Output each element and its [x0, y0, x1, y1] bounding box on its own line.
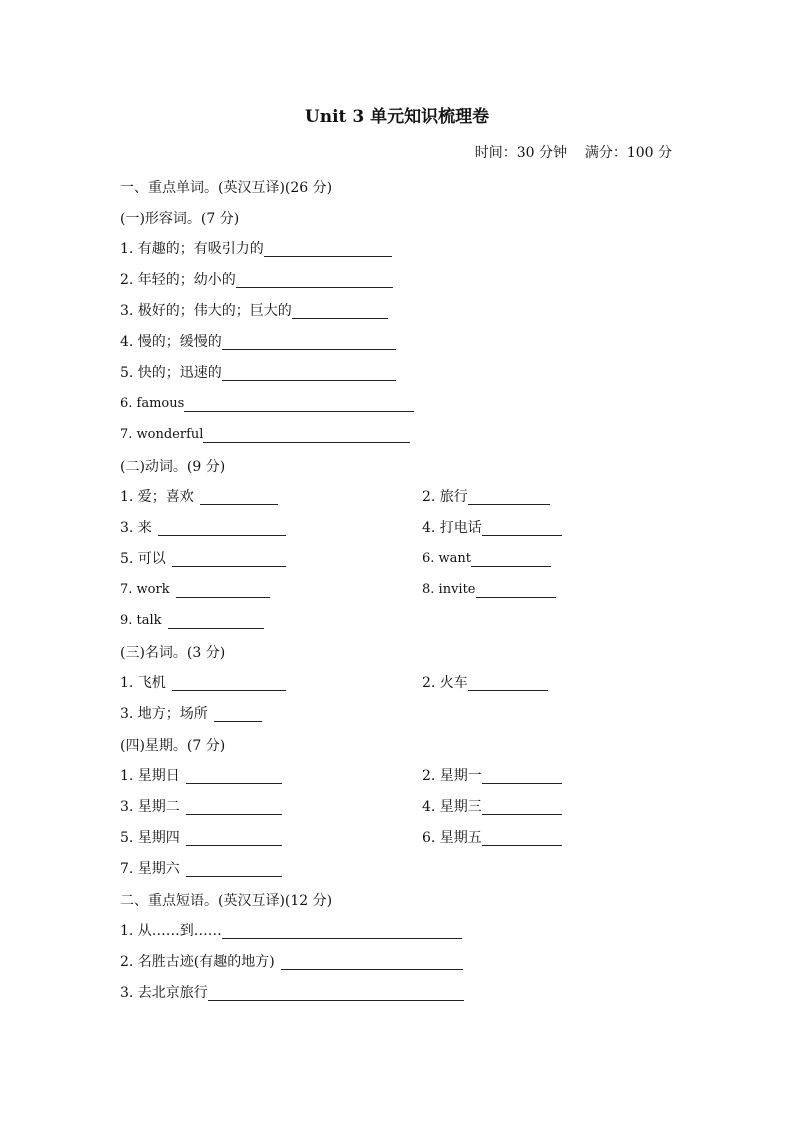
- verb-prompt: 1. 爱；喜欢: [120, 489, 194, 505]
- noun-prompt: 3. 地方；场所: [120, 706, 208, 722]
- adj-item-2: [120, 270, 393, 290]
- verb-prompt: 8. invite: [422, 582, 476, 597]
- noun-item-3: [120, 704, 262, 724]
- subsection-heading: [120, 637, 680, 668]
- adj-row-1: [120, 234, 680, 265]
- answer-blank[interactable]: [222, 364, 396, 381]
- noun-heading: (三)名词。(3 分): [120, 644, 226, 661]
- phrase-row-3: [120, 978, 680, 1009]
- exam-meta: 时间：30 分钟 满分：100 分: [474, 145, 672, 161]
- phrase-prompt: 2. 名胜古迹(有趣的地方): [120, 954, 275, 970]
- week-row-1: [120, 761, 680, 792]
- week-item-6: [422, 828, 562, 848]
- verb-prompt: 2. 旅行: [422, 489, 468, 505]
- answer-blank[interactable]: [186, 798, 282, 815]
- answer-blank[interactable]: [203, 426, 410, 443]
- answer-blank[interactable]: [281, 953, 463, 970]
- section-2-heading: 二、重点短语。(英汉互译)(12 分): [120, 892, 333, 909]
- adj-prompt: 1. 有趣的；有吸引力的: [120, 241, 264, 257]
- answer-blank[interactable]: [186, 767, 282, 784]
- adjective-heading: (一)形容词。(7 分): [120, 210, 240, 227]
- subsection-heading: [120, 203, 680, 234]
- adj-item-7: [120, 425, 410, 445]
- answer-blank[interactable]: [292, 302, 388, 319]
- verb-row-2: [120, 513, 680, 544]
- week-item-5: [120, 828, 282, 848]
- verb-row-4: [120, 575, 680, 606]
- answer-blank[interactable]: [186, 829, 282, 846]
- phrase-item-1: [120, 921, 462, 941]
- answer-blank[interactable]: [482, 829, 562, 846]
- phrase-prompt: 1. 从……到……: [120, 923, 222, 939]
- week-row-2: [120, 792, 680, 823]
- verb-item-1: [120, 487, 278, 507]
- answer-blank[interactable]: [208, 984, 464, 1001]
- verb-prompt: 4. 打电话: [422, 520, 482, 536]
- answer-blank[interactable]: [222, 922, 462, 939]
- answer-blank[interactable]: [158, 519, 286, 536]
- answer-blank[interactable]: [482, 767, 562, 784]
- verb-prompt: 9. talk: [120, 613, 162, 628]
- verb-item-9: [120, 611, 264, 631]
- adj-prompt: 3. 极好的；伟大的；巨大的: [120, 303, 292, 319]
- verb-prompt: 6. want: [422, 551, 472, 566]
- answer-blank[interactable]: [482, 519, 562, 536]
- answer-blank[interactable]: [200, 488, 278, 505]
- page-title: Unit 3 单元知识梳理卷: [304, 107, 490, 127]
- adj-row-7: [120, 420, 680, 451]
- adj-prompt: 2. 年轻的；幼小的: [120, 272, 236, 288]
- answer-blank[interactable]: [186, 860, 282, 877]
- week-prompt: 4. 星期三: [422, 799, 482, 815]
- verb-item-3: [120, 518, 286, 538]
- noun-row-1: [120, 668, 680, 699]
- week-item-3: [120, 797, 282, 817]
- adj-item-1: [120, 239, 392, 259]
- verb-item-8: [422, 580, 556, 600]
- answer-blank[interactable]: [222, 333, 396, 350]
- adj-item-5: [120, 363, 396, 383]
- phrase-item-2: [120, 952, 463, 972]
- adj-row-5: [120, 358, 680, 389]
- answer-blank[interactable]: [264, 240, 392, 257]
- week-item-2: [422, 766, 562, 786]
- verb-prompt: 7. work: [120, 582, 170, 597]
- phrase-prompt: 3. 去北京旅行: [120, 985, 208, 1001]
- adj-row-6: [120, 389, 680, 420]
- week-item-7: [120, 859, 282, 879]
- week-prompt: 7. 星期六: [120, 861, 180, 877]
- answer-blank[interactable]: [471, 550, 551, 567]
- adj-prompt: 4. 慢的；缓慢的: [120, 334, 222, 350]
- noun-prompt: 2. 火车: [422, 675, 468, 691]
- answer-blank[interactable]: [476, 581, 556, 598]
- answer-blank[interactable]: [172, 550, 286, 567]
- verb-row-3: [120, 544, 680, 575]
- adj-row-2: [120, 265, 680, 296]
- week-prompt: 2. 星期一: [422, 768, 482, 784]
- answer-blank[interactable]: [468, 488, 550, 505]
- week-prompt: 6. 星期五: [422, 830, 482, 846]
- adj-prompt: 5. 快的；迅速的: [120, 365, 222, 381]
- answer-blank[interactable]: [168, 612, 264, 629]
- week-row-3: [120, 823, 680, 854]
- week-prompt: 1. 星期日: [120, 768, 180, 784]
- phrase-row-2: [120, 947, 680, 978]
- verb-item-5: [120, 549, 286, 569]
- verb-row-5: [120, 606, 680, 637]
- noun-item-1: [120, 673, 286, 693]
- answer-blank[interactable]: [214, 705, 262, 722]
- answer-blank[interactable]: [184, 395, 414, 412]
- phrase-item-3: [120, 983, 464, 1003]
- verb-prompt: 3. 来: [120, 520, 152, 536]
- verb-item-6: [422, 549, 551, 569]
- adj-item-6: [120, 394, 414, 414]
- section-heading: [120, 172, 680, 203]
- subsection-heading: [120, 451, 680, 482]
- verb-row-1: [120, 482, 680, 513]
- verb-heading: (二)动词。(9 分): [120, 458, 226, 475]
- week-prompt: 3. 星期二: [120, 799, 180, 815]
- week-item-4: [422, 797, 562, 817]
- answer-blank[interactable]: [482, 798, 562, 815]
- verb-prompt: 5. 可以: [120, 551, 166, 567]
- week-row-4: [120, 854, 680, 885]
- adj-prompt: 7. wonderful: [120, 427, 204, 442]
- section-heading: [120, 885, 680, 916]
- noun-prompt: 1. 飞机: [120, 675, 166, 691]
- adj-row-3: [120, 296, 680, 327]
- answer-blank[interactable]: [236, 271, 393, 288]
- worksheet-content: [120, 172, 680, 1009]
- answer-blank[interactable]: [468, 674, 548, 691]
- adj-prompt: 6. famous: [120, 396, 185, 411]
- adj-item-4: [120, 332, 396, 352]
- week-item-1: [120, 766, 282, 786]
- week-prompt: 5. 星期四: [120, 830, 180, 846]
- noun-item-2: [422, 673, 548, 693]
- phrase-row-1: [120, 916, 680, 947]
- noun-row-2: [120, 699, 680, 730]
- verb-item-2: [422, 487, 550, 507]
- weekday-heading: (四)星期。(7 分): [120, 737, 226, 754]
- answer-blank[interactable]: [172, 674, 286, 691]
- answer-blank[interactable]: [176, 581, 270, 598]
- subsection-heading: [120, 730, 680, 761]
- verb-item-4: [422, 518, 562, 538]
- adj-item-3: [120, 301, 388, 321]
- adj-row-4: [120, 327, 680, 358]
- verb-item-7: [120, 580, 270, 600]
- section-1-heading: 一、重点单词。(英汉互译)(26 分): [120, 179, 333, 196]
